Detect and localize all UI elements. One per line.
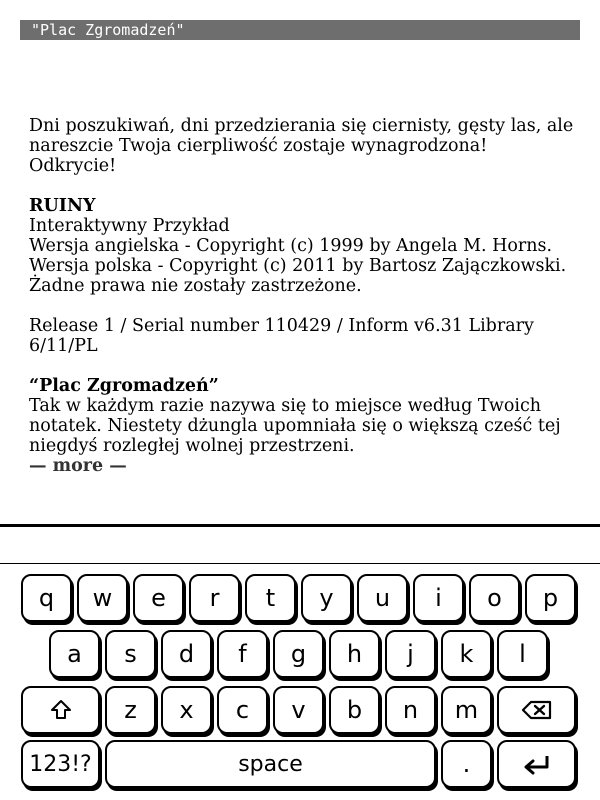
keyboard-row-3 [0,686,600,736]
key-y[interactable]: y [301,574,352,622]
text-input-divider [0,524,600,527]
key-h[interactable]: h [329,630,380,678]
key-v[interactable]: v [273,686,324,734]
key-d[interactable]: d [161,630,212,678]
room-description: Tak w każdym razie nazywa się to miejsce według Twoich notatek. Niestety dżungla upomniała się o większą cześć tej niegdyś rozległej wolnej przestrzeni. [29,396,561,456]
key-b[interactable]: b [329,686,380,734]
game-subtitle: Interaktywny Przykład [29,216,230,236]
key-a[interactable]: a [49,630,100,678]
key-g[interactable]: g [273,630,324,678]
key-c[interactable]: c [217,686,268,734]
space-key[interactable]: space [105,740,436,788]
backspace-key[interactable] [497,686,576,734]
backspace-icon [521,700,553,720]
more-prompt[interactable]: — more — [29,456,127,476]
shift-icon [50,699,72,721]
key-x[interactable]: x [161,686,212,734]
key-e[interactable]: e [133,574,184,622]
keyboard-row-2 [0,630,600,680]
key-j[interactable]: j [385,630,436,678]
copyright-polish: Wersja polska - Copyright (c) 2011 by Bartosz Zajączkowski. Żadne prawa nie zostały zastrzeżone. [29,256,567,296]
key-s[interactable]: s [105,630,156,678]
game-title: RUINY [29,196,96,216]
enter-icon [522,753,552,775]
keyboard-row-1 [0,574,600,624]
keyboard-row-4 [0,740,600,790]
key-t[interactable]: t [245,574,296,622]
key-f[interactable]: f [217,630,268,678]
symbols-key[interactable]: 123!? [21,740,100,788]
status-bar-title: "Plac Zgromadzeń" [20,20,580,40]
key-k[interactable]: k [441,630,492,678]
copyright-english: Wersja angielska - Copyright (c) 1999 by Angela M. Horns. [29,236,553,256]
key-w[interactable]: w [77,574,128,622]
key-z[interactable]: z [105,686,156,734]
key-i[interactable]: i [413,574,464,622]
key-n[interactable]: n [385,686,436,734]
key-period[interactable]: . [441,740,492,788]
key-o[interactable]: o [469,574,520,622]
key-m[interactable]: m [441,686,492,734]
key-u[interactable]: u [357,574,408,622]
key-p[interactable]: p [525,574,576,622]
release-info: Release 1 / Serial number 110429 / Inform v6.31 Library 6/11/PL [29,316,534,356]
shift-key[interactable] [21,686,100,734]
room-title: “Plac Zgromadzeń” [29,376,219,396]
keyboard-top-border [0,563,600,564]
enter-key[interactable] [497,740,576,788]
key-r[interactable]: r [189,574,240,622]
key-q[interactable]: q [21,574,72,622]
key-l[interactable]: l [497,630,548,678]
intro-paragraph: Dni poszukiwań, dni przedzierania się ciernisty, gęsty las, ale nareszcie Twoja cierpliwość zostaje wynagrodzona! Odkrycie! [29,116,574,176]
story-text [29,116,574,476]
